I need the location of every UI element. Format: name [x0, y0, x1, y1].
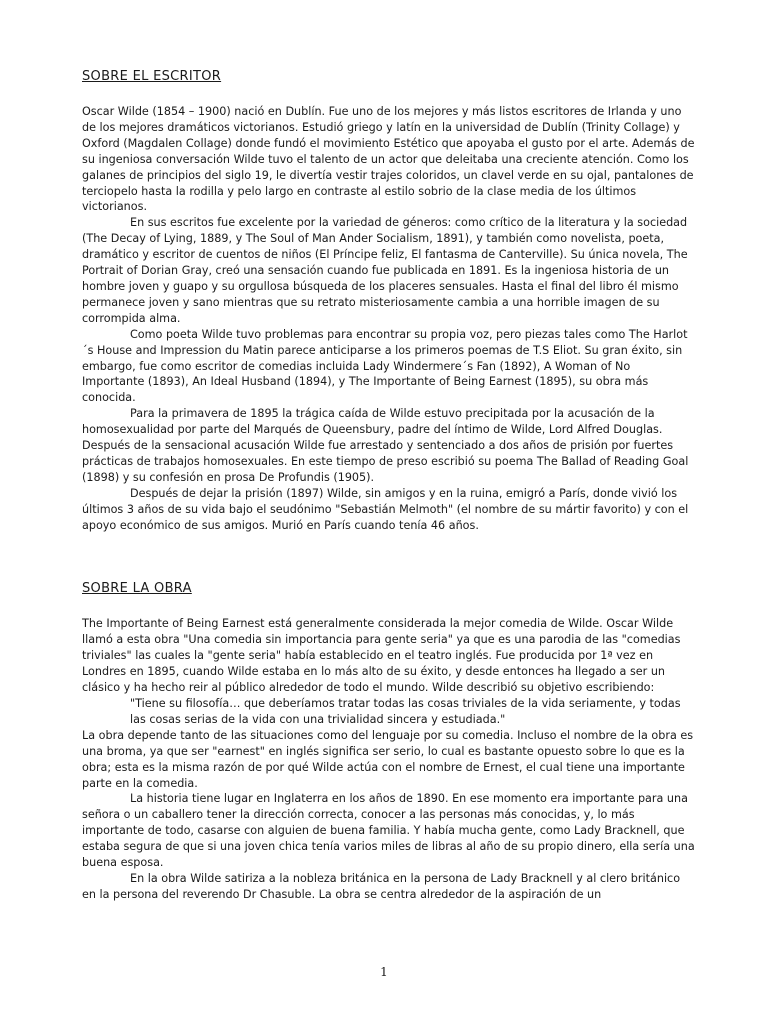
paragraph: Para la primavera de 1895 la trágica caída de Wilde estuvo precipitada por la acusación de la homosexualidad por parte del Marqués de Queensbury, padre del íntimo de Wilde, Lord Alfred Douglas. Después de la sensacional acusación Wilde fue arrestado y sentenciado a dos años de prisión por fuertes prácticas de trabajos homosexuales. En este tiempo de preso escribió su poema The Ballad of Reading Goal (1898) y su confesión en prosa De Profundis (1905).	[82, 407, 689, 484]
paragraph: En sus escritos fue excelente por la variedad de géneros: como crítico de la literatura y la sociedad (The Decay of Lying, 1889, y The Soul of Man Ander Socialism, 1891), y también como novelista, poeta, dramático y escritor de cuentos de niños (El Príncipe feliz, El fantasma de Canterville). Su única novela, The Portrait of Dorian Gray, creó una sensación cuando fue publicada en 1891. Es la ingeniosa historia de un hombre joven y guapo y su orgullosa búsqueda de los placeres sensuales. Hasta el final del libro él mismo permanece joven y sano mientras que su retrato misteriosamente cambia a una horrible imagen de su corrompida alma.	[82, 216, 688, 325]
block-quote: "Tiene su filosofía… que deberíamos tratar todas las cosas triviales de la vida seriamente, y todas las cosas serias de la vida con una trivialidad sincera y estudiada."	[130, 697, 681, 726]
paragraph: La historia tiene lugar en Inglaterra en los años de 1890. En ese momento era importante para una señora o un caballero tener la dirección correcta, conocer a las personas más conocidas, y, lo más importante de todo, casarse con alguien de buena familia. Y había mucha gente, como Lady Bracknell, que estaba segura de que si una joven chica tenía varios miles de libras al año de su propio dinero, ella sería una buena esposa.	[82, 792, 695, 870]
paragraph: La obra depende tanto de las situaciones como del lenguaje por su comedia. Incluso el nombre de la obra es una broma, ya que ser "earnest" en inglés significa ser serio, lo cual es bastante opuesto sobre lo que es la obra; esta es la misma razón de por qué Wilde actúa con el nombre de Ernest, el cual tiene una importante parte en la comedia.	[82, 728, 694, 790]
section-heading-escritor: SOBRE EL ESCRITOR	[82, 69, 222, 84]
section-heading-obra: SOBRE LA OBRA	[82, 581, 192, 597]
page-content	[82, 68, 696, 903]
section-sobre-el-escritor	[82, 68, 696, 533]
page-number: 1	[380, 965, 388, 979]
paragraph: En la obra Wilde satiriza a la nobleza británica en la persona de Lady Bracknell y al clero británico en la persona del reverendo Dr Chasuble. La obra se centra alrededor de la aspiración de un	[82, 871, 681, 901]
paragraph: Después de dejar la prisión (1897) Wilde, sin amigos y en la ruina, emigró a París, donde vivió los últimos 3 años de su vida bajo el seudónimo "Sebastián Melmoth" (el nombre de su mártir favorito) y con el apoyo económico de sus amigos. Murió en París cuando tenía 46 años.	[82, 486, 689, 532]
section-spacer	[82, 533, 696, 580]
paragraph: Oscar Wilde (1854 – 1900) nació en Dublín. Fue uno de los mejores y más listos escritores de Irlanda y uno de los mejores dramáticos victorianos. Estudió griego y latín en la universidad de Dublín (Trinity Collage) y Oxford (Magdalen Collage) donde fundó el movimiento Estético que apoyaba el gusto por el arte. Además de su ingeniosa conversación Wilde tuvo el talento de un actor que deleitaba una creciente atención. Como los galanes de principios del siglo 19, le divertía vestir trajes coloridos, un clavel verde en su ojal, pantalones de terciopelo hasta la rodilla y pelo largo en contraste al estilo sobrio de la clase media de los últimos victorianos.	[82, 105, 695, 214]
paragraph: The Importante of Being Earnest está generalmente considerada la mejor comedia de Wilde. Oscar Wilde llamó a esta obra "Una comedia sin importancia para gente seria" ya que es una parodia de las "comedias triviales" las cuales la "gente seria" había establecido en el teatro inglés. Fue producida por 1ª vez en Londres en 1895, cuando Wilde estaba en lo más alto de su éxito, y desde entonces ha llegado a ser un clásico y ha hecho reir al público alrededor de todo el mundo. Wilde describió su objetivo escribiendo:	[82, 617, 681, 695]
paragraph: Como poeta Wilde tuvo problemas para encontrar su propia voz, pero piezas tales como The Harlot´s House and Impression du Matin parece anticiparse a los primeros poemas de T.S Eliot. Su gran éxito, sin embargo, fue como escritor de comedias incluida Lady Windermere´s Fan (1892), A Woman of No Importante (1893), An Ideal Husband (1894), y The Importante of Being Earnest (1895), su obra más conocida.	[82, 327, 688, 405]
section-sobre-la-obra	[82, 580, 696, 902]
